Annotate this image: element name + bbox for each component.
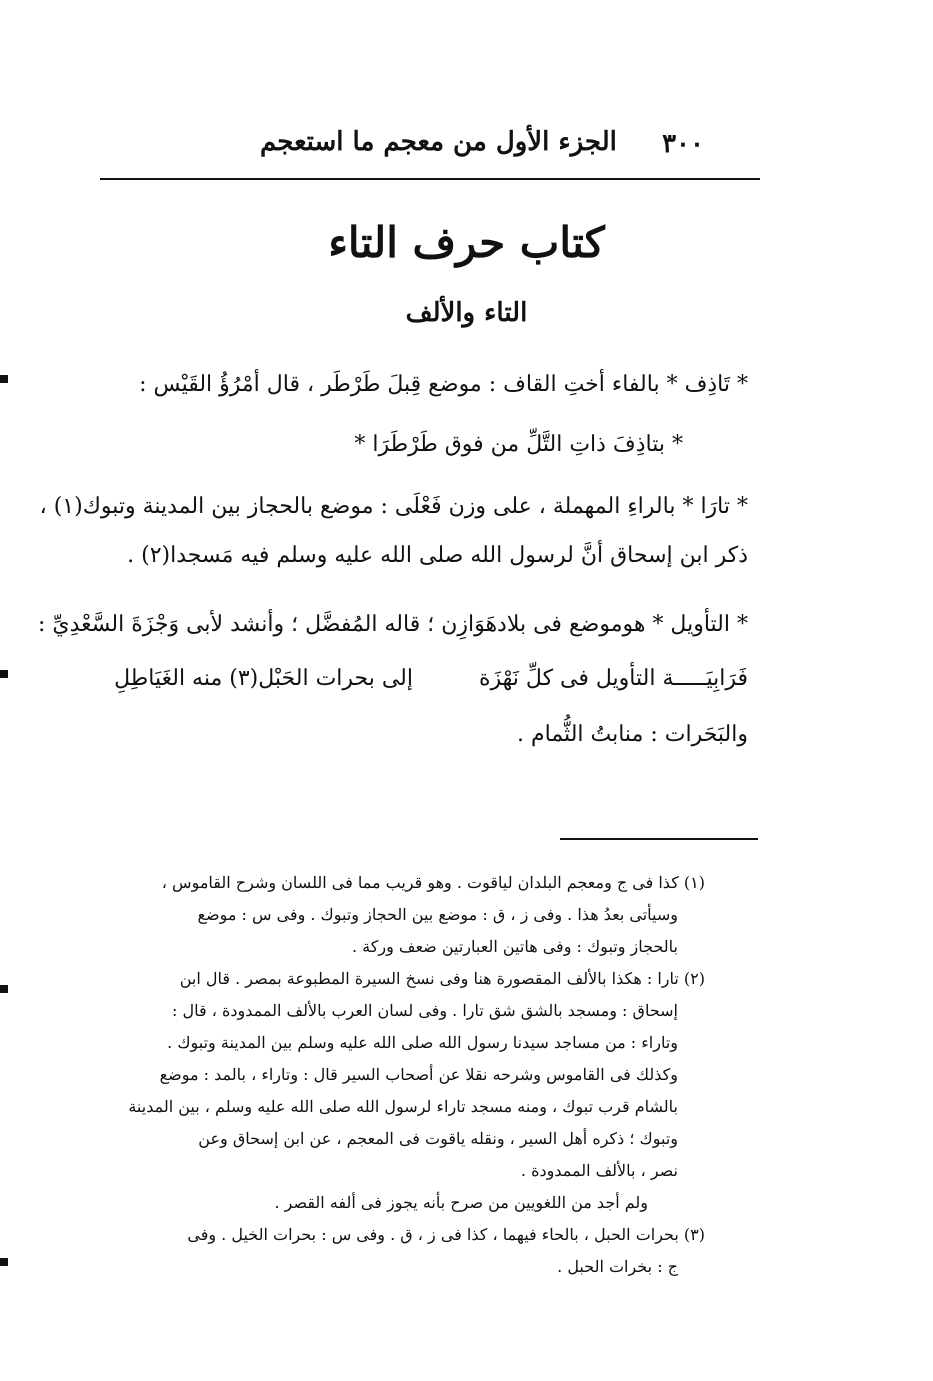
footnote-2-line-2: إسحاق : ومسجد بالشق شق تارا . وفى لسان العرب بالألف الممدودة ، قال : <box>172 1001 678 1020</box>
footnote-2-line-3: وتاراء : من مساجد سيدنا رسول الله صلى الله عليه وسلم بين المدينة وتبوك . <box>167 1033 678 1052</box>
entry-tawil-line-3: والبَحَرات : منابتُ الثُّمام . <box>517 722 748 747</box>
scan-edge-mark <box>0 1258 8 1266</box>
scan-edge-mark <box>0 670 8 678</box>
footnote-2-line-8: ولم أجد من اللغويين من صرح بأنه يجوز فى ألفه القصر . <box>274 1193 648 1212</box>
chapter-title: كتاب حرف التاء <box>328 218 605 267</box>
footnote-3-line-2: ج : بخرات الحبل . <box>557 1257 678 1276</box>
entry-tawil-verse-hemistich-2: إلى بحرات الحَبْل(٣) منه الغَيَاطِلِ <box>114 666 413 691</box>
page-number: ٣٠٠ <box>662 129 704 159</box>
header-rule <box>100 178 760 180</box>
scan-edge-mark <box>0 375 8 383</box>
footnote-1-line-1: (١) كذا فى ج ومعجم البلدان لياقوت . وهو قريب مما فى اللسان وشرح القاموس ، <box>161 873 705 892</box>
footnote-2-line-4: وكذلك فى القاموس وشرحه نقلا عن أصحاب السير قال : وتاراء ، بالمد : موضع <box>159 1065 678 1084</box>
page-header <box>100 125 758 175</box>
footnote-3-line-1: (٣) بحرات الحبل ، بالحاء فيهما ، كذا فى ز ، ق . وفى س : بحرات الخيل . وفى <box>187 1225 705 1244</box>
footnote-2-line-1: (٢) تارا : هكذا بالألف المقصورة هنا وفى نسخ السيرة المطبوعة بمصر . قال ابن <box>179 969 705 988</box>
entry-tadhif-verse: * بتاذِفَ ذاتِ التَّلِّ من فوق طَرْطَرَا * <box>354 432 683 457</box>
footnote-2-line-7: نصر ، بالألف الممدودة . <box>520 1161 678 1180</box>
entry-tara-line-2: ذكر ابن إسحاق أنَّ لرسول الله صلى الله عليه وسلم فيه مَسجدا(٢) . <box>127 543 748 568</box>
entry-tadhif-line: * تَاذِف * بالفاء أختِ القاف : موضع قِبلَ طَرْطَر ، قال أمْرُؤُ القَيْس : <box>139 372 748 397</box>
entry-tawil-verse-hemistich-1: فَرَابِيَـــــة التأويل فى كلِّ نَهْزَة <box>478 666 748 691</box>
section-title: التاء والألف <box>405 298 528 328</box>
footnote-1-line-2: وسيأتى بعدُ هذا . وفى ز ، ق : موضع بين الحجاز وتبوك . وفى س : موضع <box>197 905 678 924</box>
footnote-rule <box>560 838 758 840</box>
running-title: الجزء الأول من معجم ما استعجم <box>260 127 617 157</box>
entry-tawil-line-1: * التأويل * هوموضع فى بلادهَوَازِن ؛ قاله المُفضَّل ؛ وأنشد لأبى وَجْزَةَ السَّعْدِيِّ : <box>37 612 748 637</box>
footnote-2-line-5: بالشام قرب تبوك ، ومنه مسجد تاراء لرسول الله صلى الله عليه وسلم ، بين المدينة <box>128 1097 678 1116</box>
footnote-1-line-3: بالحجاز وتبوك : وفى هاتين العبارتين ضعف وركة . <box>351 937 678 956</box>
entry-tara-line-1: * تارَا * بالراءِ المهملة ، على وزن فَعْلَى : موضع بالحجاز بين المدينة وتبوك(١) ، <box>39 494 748 519</box>
scan-edge-mark <box>0 985 8 993</box>
footnote-2-line-6: وتبوك ؛ ذكره أهل السير ، ونقله ياقوت فى المعجم ، عن ابن إسحاق وعن <box>198 1129 678 1148</box>
